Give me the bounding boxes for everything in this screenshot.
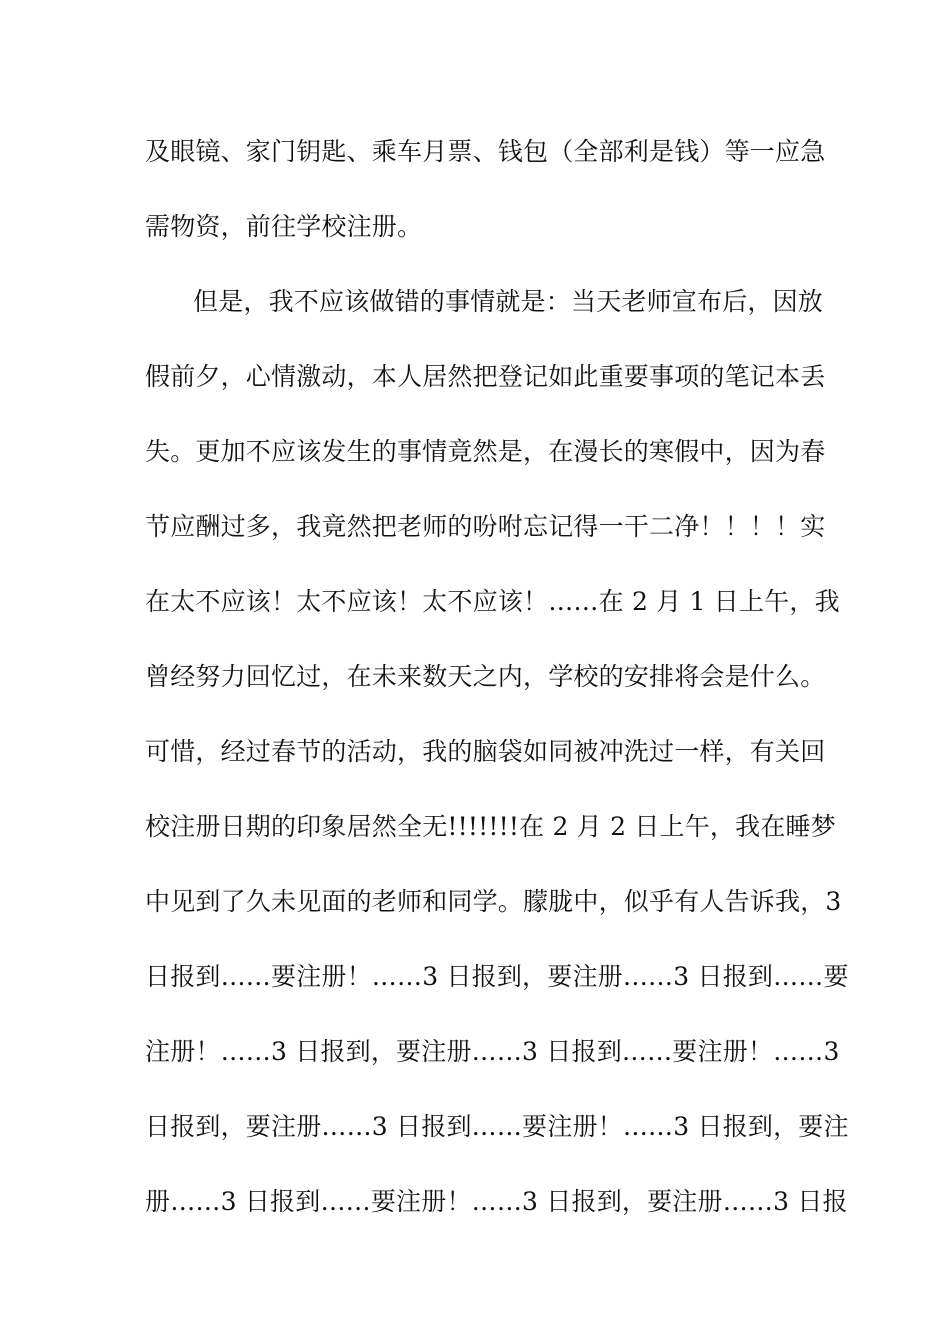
text-line: 日报到，要注册……3 日报到……要注册！……3 日报到，要注 [145,1112,849,1141]
text-line: 可惜，经过春节的活动，我的脑袋如同被冲洗过一样，有关回 [145,737,826,766]
text-line: 中见到了久未见面的老师和同学。朦胧中，似乎有人告诉我，3 [145,887,842,916]
text-line: 假前夕，心情激动，本人居然把登记如此重要事项的笔记本丢 [145,362,826,391]
text-line: 及眼镜、家门钥匙、乘车月票、钱包（全部利是钱）等一应急 [145,137,826,166]
text-line: 册……3 日报到……要注册！……3 日报到，要注册……3 日报 [145,1187,848,1216]
text-line: 节应酬过多，我竟然把老师的吩咐忘记得一干二净！！！！实 [145,512,826,541]
text-line: 在太不应该！太不应该！太不应该！……在 2 月 1 日上午，我 [145,587,840,616]
text-line: 注册！……3 日报到，要注册……3 日报到……要注册！……3 [145,1037,840,1066]
text-line: 失。更加不应该发生的事情竟然是，在漫长的寒假中，因为春 [145,437,826,466]
text-line: 曾经努力回忆过，在未来数天之内，学校的安排将会是什么。 [145,662,826,691]
paragraph-first-line: 但是，我不应该做错的事情就是：当天老师宣布后，因放 [193,287,824,316]
text-line: 校注册日期的印象居然全无!!!!!!!在 2 月 2 日上午，我在睡梦 [145,812,836,841]
text-line: 需物资，前往学校注册。 [145,212,423,241]
text-line: 日报到……要注册！……3 日报到，要注册……3 日报到……要 [145,962,849,991]
